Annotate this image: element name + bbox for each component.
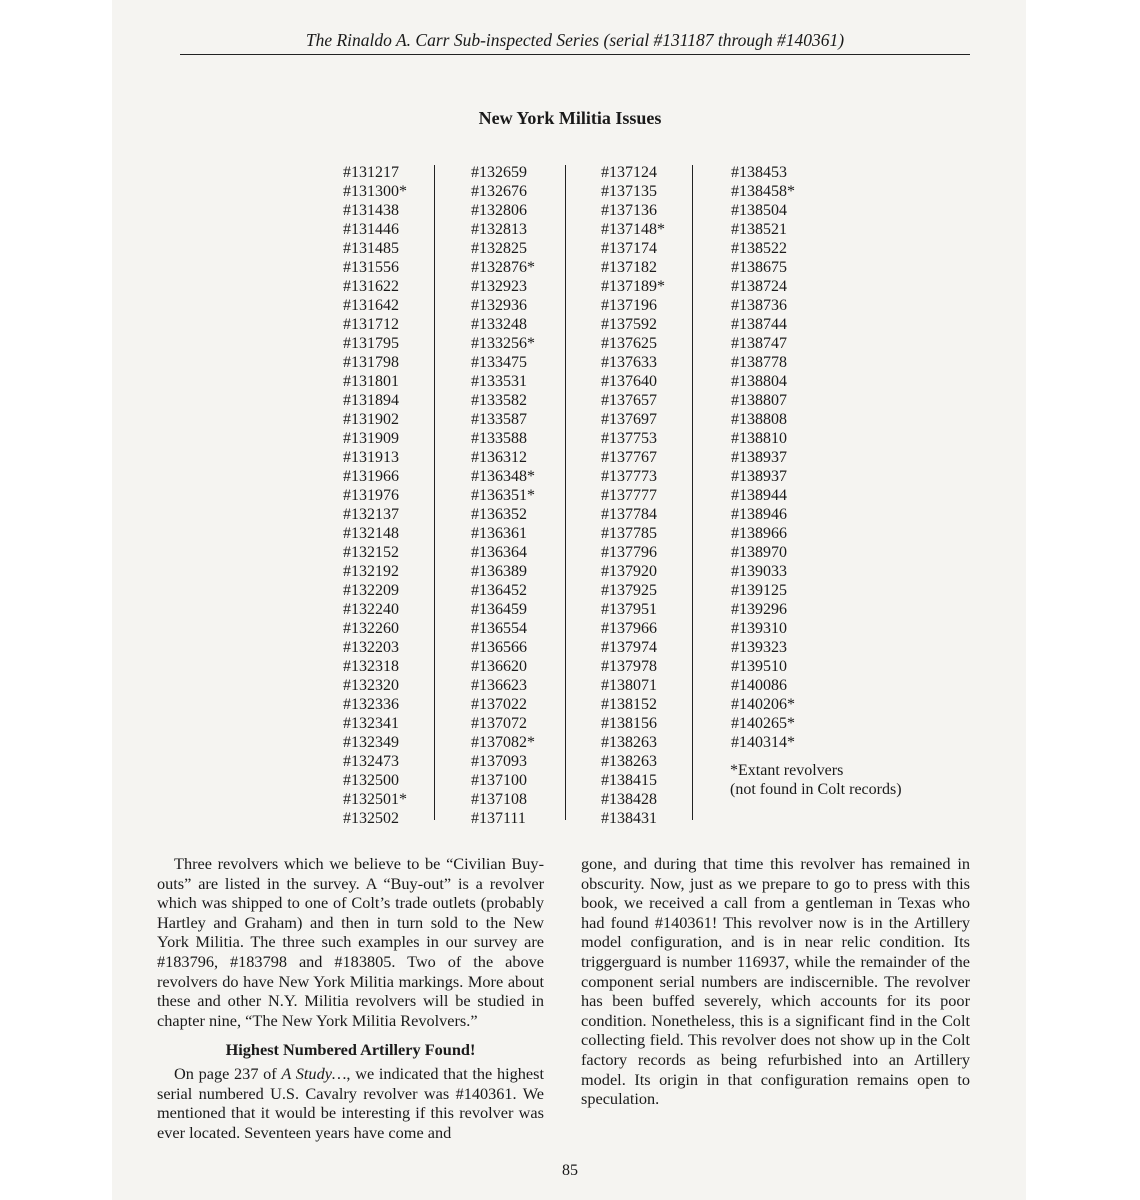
paragraph: Three revolvers which we believe to be “Civilian Buy-outs” are listed in the survey. A “Buy-out” is a revolver which was shipped to one of Colt’s trade outlets (probably Hartley and Graham) and then in turn sold to the New York Militia. The three such examples in our survey are #183796, #183798 and #183805. Two of the above revolvers do have New York Militia markings. More about these and other N.Y. Militia revolvers will be studied in chapter nine, “The New York Militia Revolvers.” — [157, 854, 544, 1030]
serial-number: #137785 — [601, 525, 657, 542]
serial-number: #131795 — [343, 335, 399, 352]
note-line: *Extant revolvers — [730, 762, 844, 779]
serial-number: #131966 — [343, 468, 399, 485]
serial-number: #132209 — [343, 582, 399, 599]
section-subheading: Highest Numbered Artillery Found! — [225, 1040, 476, 1060]
serial-number: #137978 — [601, 658, 657, 675]
serial-number: #132473 — [343, 753, 399, 770]
serial-number: #137966 — [601, 620, 657, 637]
serial-number: #138744 — [731, 316, 787, 333]
serial-number: #136554 — [471, 620, 527, 637]
serial-number: #138946 — [731, 506, 787, 523]
serial-number: #137974 — [601, 639, 657, 656]
column-divider — [692, 165, 693, 820]
serial-number: #131712 — [343, 316, 399, 333]
serial-number: #137773 — [601, 468, 657, 485]
serial-number: #137625 — [601, 335, 657, 352]
serial-number: #132936 — [471, 297, 527, 314]
serial-number: #131217 — [343, 164, 399, 181]
column-divider — [434, 165, 435, 820]
serial-column-3 — [601, 163, 721, 828]
serial-number: #136459 — [471, 601, 527, 618]
serial-number: #137093 — [471, 753, 527, 770]
serial-number: #137592 — [601, 316, 657, 333]
serial-number: #133582 — [471, 392, 527, 409]
serial-number: #136566 — [471, 639, 527, 656]
serial-number: #132659 — [471, 164, 527, 181]
serial-number: #138521 — [731, 221, 787, 238]
serial-number: #133531 — [471, 373, 527, 390]
serial-number: #138778 — [731, 354, 787, 371]
serial-number: #132240 — [343, 601, 399, 618]
serial-number: #138431 — [601, 810, 657, 827]
serial-number: #137196 — [601, 297, 657, 314]
serial-number: #137100 — [471, 772, 527, 789]
serial-number: #131909 — [343, 430, 399, 447]
running-header: The Rinaldo A. Carr Sub-inspected Series (serial #131187 through #140361) — [180, 30, 970, 55]
serial-number: #140265* — [731, 715, 795, 732]
left-text-column — [157, 854, 544, 1142]
serial-number: #133256* — [471, 335, 535, 352]
serial-number: #137182 — [601, 259, 657, 276]
serial-number: #139033 — [731, 563, 787, 580]
serial-number: #131438 — [343, 202, 399, 219]
serial-number: #132502 — [343, 810, 399, 827]
serial-number: #139296 — [731, 601, 787, 618]
serial-number: #132676 — [471, 183, 527, 200]
serial-number: #139125 — [731, 582, 787, 599]
serial-number: #138522 — [731, 240, 787, 257]
serial-number: #132192 — [343, 563, 399, 580]
serial-number: #137072 — [471, 715, 527, 732]
serial-number: #138807 — [731, 392, 787, 409]
serial-number: #137657 — [601, 392, 657, 409]
serial-number: #137697 — [601, 411, 657, 428]
serial-number: #137108 — [471, 791, 527, 808]
serial-number: #139323 — [731, 639, 787, 656]
serial-number: #132825 — [471, 240, 527, 257]
serial-number: #137633 — [601, 354, 657, 371]
serial-number: #132148 — [343, 525, 399, 542]
text-run: On page 237 of — [174, 1063, 282, 1083]
serial-number: #131798 — [343, 354, 399, 371]
serial-number: #132260 — [343, 620, 399, 637]
paragraph: gone, and during that time this revolver has remained in obscurity. Now, just as we prepare to go to press with this book, we received a call from a gentleman in Texas who had found #140361! This revolver now is in the Artillery model configuration, and is in near relic condition. Its triggerguard is number 116937, while the remainder of the component serial numbers are indiscernible. The revolver has been buffed severely, which accounts for its poor condition. Nonetheless, this is a significant find in the Colt collecting field. This revolver does not show up in the Colt factory records as being refurbished into an Artillery model. Its origin in that configuration remains open to speculation. — [581, 854, 970, 1109]
serial-number: #137784 — [601, 506, 657, 523]
serial-number: #138966 — [731, 525, 787, 542]
serial-number: #138810 — [731, 430, 787, 447]
serial-number: #138428 — [601, 791, 657, 808]
serial-number: #132318 — [343, 658, 399, 675]
serial-number: #137753 — [601, 430, 657, 447]
serial-number: #138937 — [731, 449, 787, 466]
serial-number: #131902 — [343, 411, 399, 428]
serial-number: #136389 — [471, 563, 527, 580]
serial-number: #138675 — [731, 259, 787, 276]
serial-number: #136364 — [471, 544, 527, 561]
serial-number: #131642 — [343, 297, 399, 314]
serial-number: #132152 — [343, 544, 399, 561]
serial-number: #138736 — [731, 297, 787, 314]
serial-number: #137136 — [601, 202, 657, 219]
serial-number: #136312 — [471, 449, 527, 466]
right-text-column — [581, 854, 970, 1109]
page-number: 85 — [562, 1162, 578, 1179]
serial-number: #131801 — [343, 373, 399, 390]
serial-number: #138263 — [601, 753, 657, 770]
serial-number: #131622 — [343, 278, 399, 295]
serial-number: #136623 — [471, 677, 527, 694]
serial-number: #133588 — [471, 430, 527, 447]
serial-number: #138071 — [601, 677, 657, 694]
serial-number: #137640 — [601, 373, 657, 390]
serial-number: #138808 — [731, 411, 787, 428]
serial-number: #132336 — [343, 696, 399, 713]
serial-number: #137777 — [601, 487, 657, 504]
serial-number: #137135 — [601, 183, 657, 200]
serial-number: #136351* — [471, 487, 535, 504]
serial-number: #139510 — [731, 658, 787, 675]
serial-number: #132203 — [343, 639, 399, 656]
serial-number: #131446 — [343, 221, 399, 238]
paragraph — [157, 1064, 544, 1142]
serial-column-2 — [471, 163, 591, 828]
book-title: A Study… — [281, 1063, 347, 1083]
serial-number: #132320 — [343, 677, 399, 694]
serial-number: #132501* — [343, 791, 407, 808]
serial-number: #137111 — [471, 810, 526, 827]
serial-number: #132806 — [471, 202, 527, 219]
serial-number: #138152 — [601, 696, 657, 713]
serial-number: #131485 — [343, 240, 399, 257]
serial-number: #137189* — [601, 278, 665, 295]
serial-number: #136452 — [471, 582, 527, 599]
serial-number: #137082* — [471, 734, 535, 751]
serial-number: #137022 — [471, 696, 527, 713]
serial-number: #140206* — [731, 696, 795, 713]
serial-number: #137796 — [601, 544, 657, 561]
serial-number: #132876* — [471, 259, 535, 276]
serial-number: #137148* — [601, 221, 665, 238]
serial-number: #137767 — [601, 449, 657, 466]
serial-number: #140314* — [731, 734, 795, 751]
serial-number: #138747 — [731, 335, 787, 352]
serial-number: #131556 — [343, 259, 399, 276]
serial-number: #138415 — [601, 772, 657, 789]
serial-number: #132500 — [343, 772, 399, 789]
serial-number: #137124 — [601, 164, 657, 181]
column-divider — [565, 165, 566, 820]
serial-number: #138453 — [731, 164, 787, 181]
serial-number: #133475 — [471, 354, 527, 371]
extant-note — [730, 761, 902, 799]
serial-number: #131300* — [343, 183, 407, 200]
serial-number: #138724 — [731, 278, 787, 295]
serial-number: #138458* — [731, 183, 795, 200]
table-title: New York Militia Issues — [478, 108, 662, 128]
serial-number: #138263 — [601, 734, 657, 751]
serial-number: #139310 — [731, 620, 787, 637]
serial-number: #137951 — [601, 601, 657, 618]
serial-number: #138937 — [731, 468, 787, 485]
note-line: (not found in Colt records) — [730, 781, 902, 798]
serial-number: #136620 — [471, 658, 527, 675]
serial-number: #138944 — [731, 487, 787, 504]
serial-number: #136352 — [471, 506, 527, 523]
serial-number: #137920 — [601, 563, 657, 580]
serial-number: #131913 — [343, 449, 399, 466]
serial-number: #132349 — [343, 734, 399, 751]
serial-number: #133248 — [471, 316, 527, 333]
serial-number: #137925 — [601, 582, 657, 599]
serial-number: #132813 — [471, 221, 527, 238]
serial-number: #138804 — [731, 373, 787, 390]
serial-number: #137174 — [601, 240, 657, 257]
serial-number: #138970 — [731, 544, 787, 561]
serial-number: #138156 — [601, 715, 657, 732]
serial-column-4 — [731, 163, 851, 752]
serial-number: #136361 — [471, 525, 527, 542]
serial-number: #132923 — [471, 278, 527, 295]
serial-number: #132341 — [343, 715, 399, 732]
serial-column-1 — [343, 163, 463, 828]
text-run: , we indicated that the highest serial numbered U.S. Cavalry revolver was #140361. We mentioned that it would be interesting if this revolver was ever located. Seventeen years have come and — [157, 1063, 544, 1142]
serial-number: #132137 — [343, 506, 399, 523]
serial-number: #136348* — [471, 468, 535, 485]
serial-number: #131976 — [343, 487, 399, 504]
serial-number: #133587 — [471, 411, 527, 428]
serial-number: #131894 — [343, 392, 399, 409]
serial-number: #140086 — [731, 677, 787, 694]
serial-number: #138504 — [731, 202, 787, 219]
